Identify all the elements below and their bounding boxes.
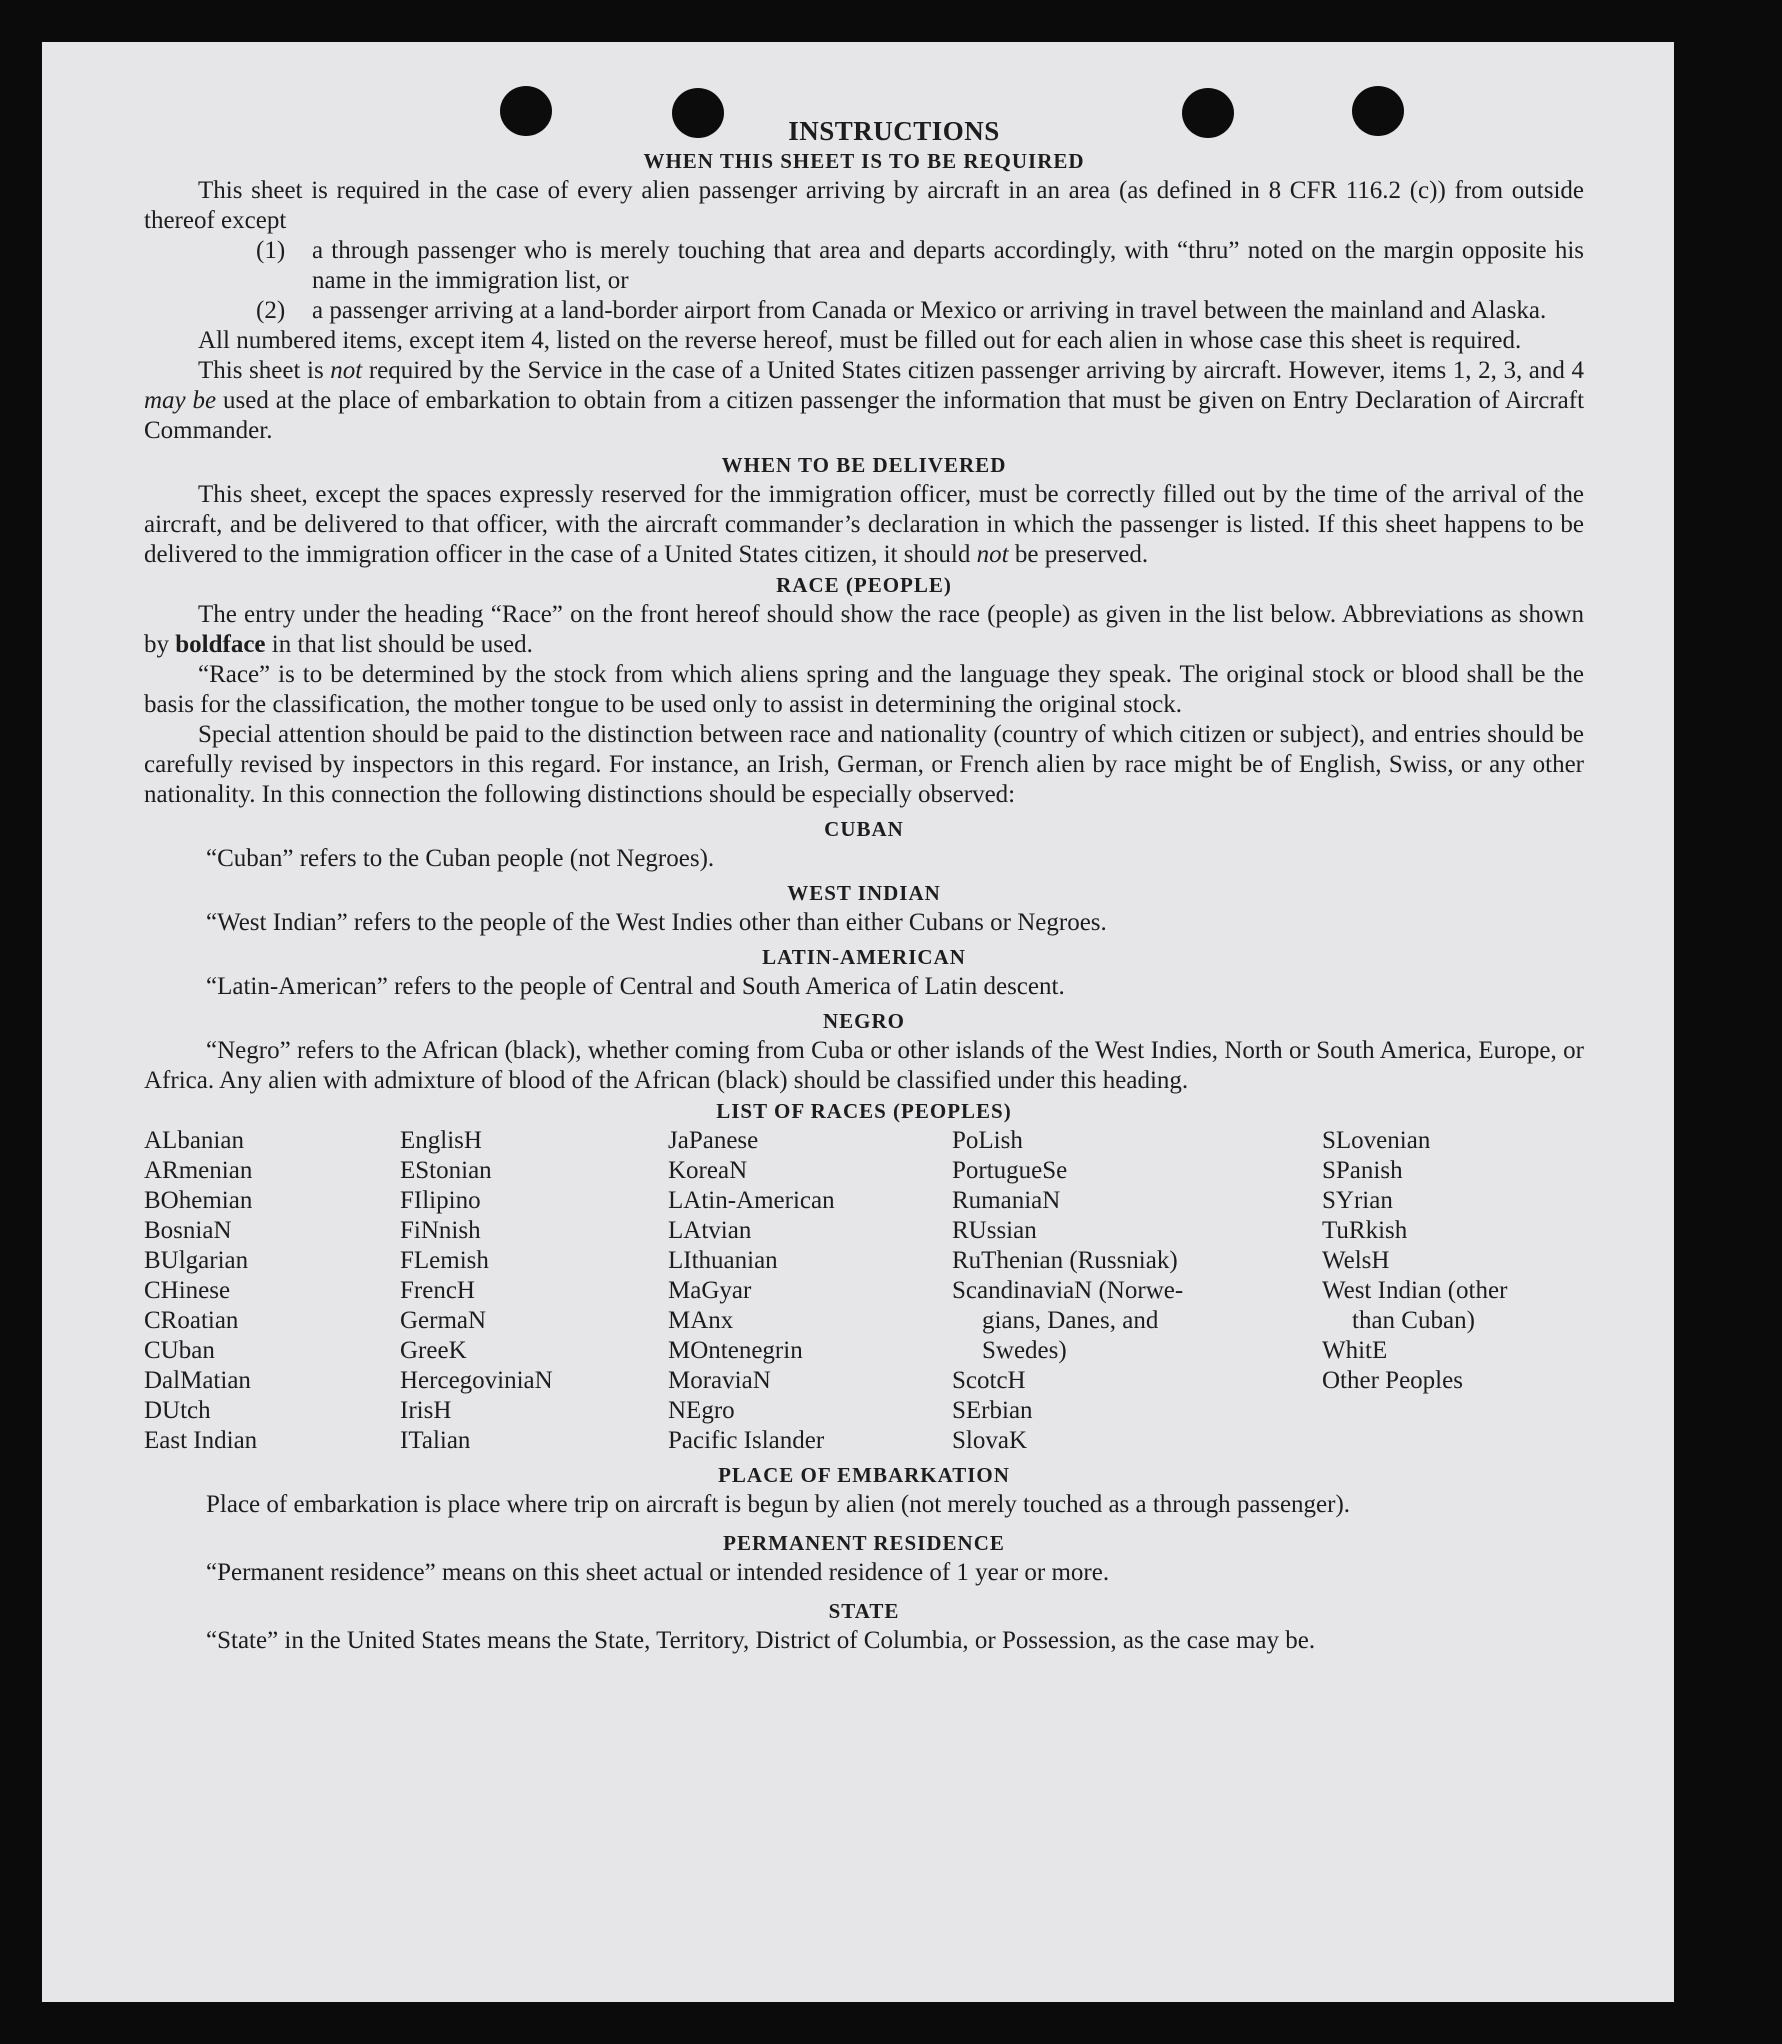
page-title: INSTRUCTIONS	[788, 116, 1000, 146]
exception-item-2	[256, 296, 1584, 326]
when-required-para2: All numbered items, except item 4, listed on the reverse hereof, must be filled out for each alien in whose case this sheet is required.	[198, 327, 1522, 354]
residence-definition: “Permanent residence” means on this sheet actual or intended residence of 1 year or more.	[206, 1559, 1110, 1586]
heading-when-delivered: WHEN TO BE DELIVERED	[721, 453, 1007, 477]
race-entry: LIthuanian	[668, 1247, 778, 1274]
races-column-1	[144, 1126, 400, 1456]
race-entry: ARmenian	[144, 1157, 253, 1184]
race-entry-continued: Swedes)	[982, 1337, 1067, 1364]
race-entry: FLemish	[400, 1247, 489, 1274]
race-entry: BosniaN	[144, 1217, 232, 1244]
race-entry: SPanish	[1322, 1157, 1403, 1184]
race-entry: ALbanian	[144, 1127, 244, 1154]
heading-west-indian: WEST INDIAN	[787, 881, 941, 905]
race-entry: NEgro	[668, 1397, 735, 1424]
race-entry: EnglisH	[400, 1127, 482, 1154]
when-delivered-text: This sheet, except the spaces expressly reserved for the immigration officer, must be correctly filled out by the time of the arrival of the aircraft, and be delivered to that officer, with the aircraft commander’s declaration in which the passenger is listed. If this sheet happens to be delivered to the immigration officer in the case of a United States citizen, it should not be preserved.	[144, 481, 1584, 568]
races-list	[144, 1126, 1584, 1456]
race-para2: “Race” is to be determined by the stock from which aliens spring and the language they speak. The original stock or blood shall be the basis for the classification, the mother tongue to be used only to assist in determining the original stock.	[144, 661, 1584, 718]
race-entry: BUlgarian	[144, 1247, 249, 1274]
race-entry: IrisH	[400, 1397, 452, 1424]
when-required-para3: This sheet is not required by the Service in the case of a United States citizen passenger arriving by aircraft. However, items 1, 2, 3, and 4 may be used at the place of embarkation to obtain from a citizen passenger the information that must be given on Entry Declaration of Aircraft Commander.	[144, 357, 1585, 444]
heading-permanent-residence: PERMANENT RESIDENCE	[723, 1531, 1005, 1555]
race-entry: Other Peoples	[1322, 1367, 1463, 1394]
race-entry: FIlipino	[400, 1187, 481, 1214]
race-para3: Special attention should be paid to the distinction between race and nationality (country of which citizen or subject), and entries should be carefully revised by inspectors in this regard. For instance, an Irish, German, or French alien by race might be of English, Swiss, or any other nationality. In this connection the following distinctions should be especially observed:	[144, 721, 1584, 808]
race-entry: GermaN	[400, 1307, 487, 1334]
race-entry: MaGyar	[668, 1277, 752, 1304]
race-entry: ITalian	[400, 1427, 471, 1454]
heading-state: STATE	[828, 1599, 900, 1623]
race-entry: EStonian	[400, 1157, 492, 1184]
race-entry: LAtin-American	[668, 1187, 835, 1214]
heading-latin-american: LATIN-AMERICAN	[762, 945, 966, 969]
race-entry: East Indian	[144, 1427, 258, 1454]
latin-american-definition: “Latin-American” refers to the people of Central and South America of Latin descent.	[206, 973, 1065, 1000]
races-column-2	[400, 1126, 668, 1456]
race-entry-continued: gians, Danes, and	[982, 1307, 1159, 1334]
race-entry: JaPanese	[668, 1127, 759, 1154]
embarkation-definition: Place of embarkation is place where trip on aircraft is begun by alien (not merely touched as a through passenger).	[206, 1491, 1351, 1518]
race-entry: MoraviaN	[668, 1367, 771, 1394]
item-text: a passenger arriving at a land-border airport from Canada or Mexico or arriving in travel between the mainland and Alaska.	[312, 297, 1547, 324]
race-entry: BOhemian	[144, 1187, 253, 1214]
race-entry: PortugueSe	[952, 1157, 1068, 1184]
race-entry: ScotcH	[952, 1367, 1026, 1394]
race-entry: WhitE	[1322, 1337, 1388, 1364]
race-entry: GreeK	[400, 1337, 467, 1364]
race-entry: CRoatian	[144, 1307, 239, 1334]
heading-when-required: WHEN THIS SHEET IS TO BE REQUIRED	[643, 149, 1085, 173]
race-entry: TuRkish	[1322, 1217, 1408, 1244]
race-entry: RuThenian (Russniak)	[952, 1247, 1178, 1274]
race-entry: LAtvian	[668, 1217, 752, 1244]
heading-race: RACE (PEOPLE)	[776, 573, 952, 597]
race-entry: FrencH	[400, 1277, 475, 1304]
heading-cuban: CUBAN	[824, 817, 904, 841]
race-entry: CHinese	[144, 1277, 231, 1304]
races-column-4	[952, 1126, 1322, 1456]
races-column-3	[668, 1126, 952, 1456]
heading-place-of-embarkation: PLACE OF EMBARKATION	[718, 1463, 1010, 1487]
item-text: a through passenger who is merely touching that area and departs accordingly, with “thru” noted on the margin opposite his name in the immigration list, or	[312, 237, 1584, 294]
race-entry: SErbian	[952, 1397, 1033, 1424]
race-entry: ScandinaviaN (Norwe-	[952, 1277, 1184, 1304]
race-entry: SlovaK	[952, 1427, 1027, 1454]
race-entry: FiNnish	[400, 1217, 481, 1244]
race-para1: The entry under the heading “Race” on the front hereof should show the race (people) as given in the list below. Abbreviations as shown by boldface in that list should be used.	[144, 601, 1584, 658]
document-sheet	[42, 42, 1674, 2002]
race-entry: CUban	[144, 1337, 215, 1364]
item-number: (1)	[256, 237, 286, 264]
race-entry-continued: than Cuban)	[1352, 1307, 1475, 1334]
race-entry: RUssian	[952, 1217, 1037, 1244]
race-entry: MOntenegrin	[668, 1337, 803, 1364]
race-entry: Pacific Islander	[668, 1427, 825, 1454]
cuban-definition: “Cuban” refers to the Cuban people (not Negroes).	[206, 845, 715, 872]
item-number: (2)	[256, 297, 286, 324]
race-entry: RumaniaN	[952, 1187, 1061, 1214]
when-required-intro: This sheet is required in the case of every alien passenger arriving by aircraft in an area (as defined in 8 CFR 116.2 (c)) from outside thereof except	[144, 177, 1584, 234]
negro-definition: “Negro” refers to the African (black), whether coming from Cuba or other islands of the West Indies, North or South America, Europe, or Africa. Any alien with admixture of blood of the African (black) should be classified under this heading.	[144, 1037, 1584, 1094]
race-entry: DalMatian	[144, 1367, 251, 1394]
race-entry: SYrian	[1322, 1187, 1393, 1214]
race-entry: West Indian (other	[1322, 1277, 1508, 1304]
race-entry: WelsH	[1322, 1247, 1390, 1274]
race-entry: PoLish	[952, 1127, 1023, 1154]
race-entry: SLovenian	[1322, 1127, 1431, 1154]
races-column-5	[1322, 1126, 1584, 1456]
state-definition: “State” in the United States means the State, Territory, District of Columbia, or Possession, as the case may be.	[206, 1627, 1316, 1654]
race-entry: HercegoviniaN	[400, 1367, 553, 1394]
west-indian-definition: “West Indian” refers to the people of the West Indies other than either Cubans or Negroes.	[206, 909, 1107, 936]
race-entry: KoreaN	[668, 1157, 748, 1184]
race-entry: MAnx	[668, 1307, 734, 1334]
instructions-content	[144, 116, 1584, 1656]
exception-item-1	[256, 236, 1584, 296]
race-entry: DUtch	[144, 1397, 211, 1424]
heading-list-of-races: LIST OF RACES (PEOPLES)	[716, 1099, 1012, 1123]
heading-negro: NEGRO	[822, 1009, 905, 1033]
